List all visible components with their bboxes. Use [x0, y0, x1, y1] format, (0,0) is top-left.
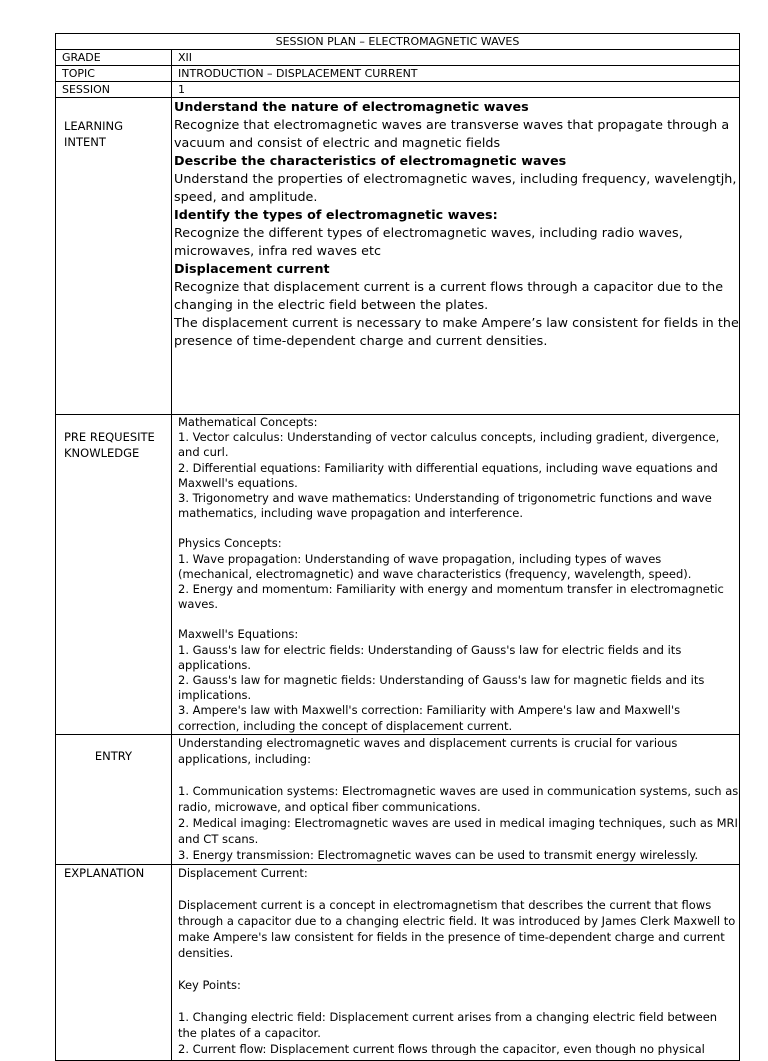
explanation-row [56, 864, 740, 1060]
math-item-2: 2. Differential equations: Familiarity with differential equations, including wave equations and Maxwell's equations. [178, 460, 718, 490]
grade-value: XII [172, 50, 740, 66]
maxwell-heading: Maxwell's Equations: [178, 627, 299, 642]
grade-label: GRADE [56, 50, 172, 66]
learning-intent-row [56, 98, 740, 415]
intent-heading-1: Understand the nature of electromagnetic waves [174, 99, 529, 114]
explanation-content [172, 864, 740, 1060]
prerequisite-label: PRE REQUESITE KNOWLEDGE [56, 415, 172, 735]
learning-intent-label: LEARNING INTENT [56, 98, 172, 415]
key-point-2: 2. Current flow: Displacement current flows through the capacitor, even though no physical [178, 1041, 705, 1055]
prerequisite-row [56, 415, 740, 735]
math-item-3: 3. Trigonometry and wave mathematics: Understanding of trigonometric functions and wave mathematics, including wave propagation and interference. [178, 491, 712, 521]
math-heading: Mathematical Concepts: [178, 415, 318, 429]
topic-row [56, 66, 740, 82]
intent-heading-3: Identify the types of electromagnetic waves: [174, 207, 498, 222]
title-row [56, 34, 740, 50]
entry-item-1: 1. Communication systems: Electromagnetic waves are used in communication systems, such as radio, microwave, and optical fiber communications. [178, 783, 739, 814]
entry-label: ENTRY [56, 734, 172, 864]
explanation-heading: Displacement Current: [178, 865, 308, 880]
explanation-paragraph: Displacement current is a concept in electromagnetism that describes the current that flows through a capacitor due to a changing electric field. It was introduced by James Clerk Maxwell to make Ampere's law consistent for fields in the presence of time-dependent charge and current densities. [178, 897, 736, 960]
entry-row [56, 734, 740, 864]
session-plan-table [55, 33, 740, 1061]
session-label: SESSION [56, 82, 172, 98]
entry-item-3: 3. Energy transmission: Electromagnetic waves can be used to transmit energy wirelessly. [178, 847, 699, 862]
physics-heading: Physics Concepts: [178, 536, 282, 551]
entry-item-2: 2. Medical imaging: Electromagnetic waves are used in medical imaging techniques, such as MRI and CT scans. [178, 815, 738, 846]
intent-text-1: Recognize that electromagnetic waves are transverse waves that propagate through a vacuum and consist of electric and magnetic fields [174, 117, 730, 150]
intent-text-4: Recognize that displacement current is a current flows through a capacitor due to the changing in the electric field between the plates. [174, 279, 724, 312]
key-point-1: 1. Changing electric field: Displacement current arises from a changing electric field between the plates of a capacitor. [178, 1009, 718, 1040]
learning-intent-content [172, 98, 740, 415]
explanation-label: EXPLANATION [56, 864, 172, 1060]
topic-label: TOPIC [56, 66, 172, 82]
grade-row [56, 50, 740, 66]
intent-text-5: The displacement current is necessary to make Ampere’s law consistent for fields in the presence of time-dependent charge and current densities. [174, 315, 739, 348]
prerequisite-content [172, 415, 740, 735]
topic-value: INTRODUCTION – DISPLACEMENT CURRENT [172, 66, 740, 82]
maxwell-item-1: 1. Gauss's law for electric fields: Understanding of Gauss's law for electric fields and its applications. [178, 642, 682, 672]
entry-content [172, 734, 740, 864]
intent-heading-2: Describe the characteristics of electromagnetic waves [174, 153, 567, 168]
intent-heading-4: Displacement current [174, 261, 330, 276]
math-item-1: 1. Vector calculus: Understanding of vector calculus concepts, including gradient, divergence, and curl. [178, 430, 720, 460]
session-row [56, 82, 740, 98]
intent-text-2: Understand the properties of electromagnetic waves, including frequency, wavelengtjh, speed, and amplitude. [174, 171, 737, 204]
physics-item-2: 2. Energy and momentum: Familiarity with energy and momentum transfer in electromagnetic waves. [178, 582, 724, 612]
page-title: SESSION PLAN – ELECTROMAGNETIC WAVES [56, 34, 740, 50]
key-points-heading: Key Points: [178, 977, 241, 992]
physics-item-1: 1. Wave propagation: Understanding of wave propagation, including types of waves (mechanical, electromagnetic) and wave characteristics (frequency, wavelength, speed). [178, 551, 692, 581]
session-value: 1 [172, 82, 740, 98]
entry-intro: Understanding electromagnetic waves and displacement currents is crucial for various applications, including: [178, 735, 678, 766]
maxwell-item-2: 2. Gauss's law for magnetic fields: Understanding of Gauss's law for magnetic fields and its implications. [178, 673, 705, 703]
intent-text-3: Recognize the different types of electromagnetic waves, including radio waves, microwaves, infra red waves etc [174, 225, 683, 258]
maxwell-item-3: 3. Ampere's law with Maxwell's correction: Familiarity with Ampere's law and Maxwell's correction, including the concept of displacement current. [178, 703, 681, 733]
